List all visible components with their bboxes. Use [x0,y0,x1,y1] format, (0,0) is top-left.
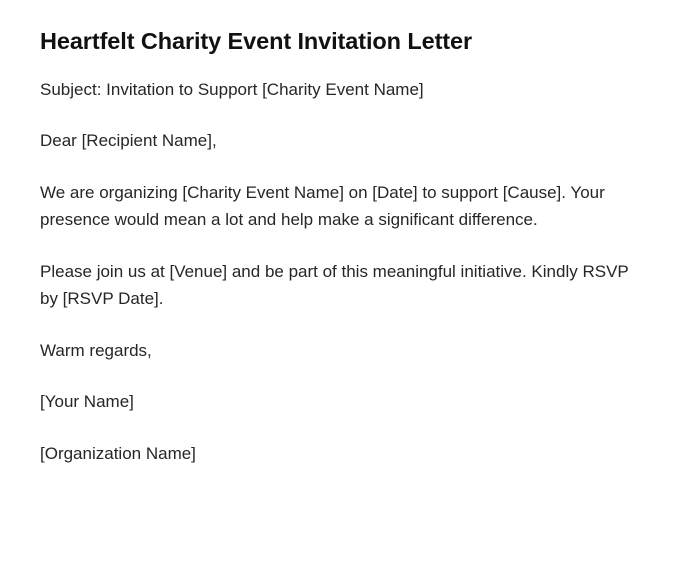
letter-signature-organization: [Organization Name] [40,443,196,463]
letter-closing: Warm regards, [40,340,152,360]
letter-body-paragraph-1: We are organizing [Charity Event Name] on [Date] to support [Cause]. Your presence would mean a lot and help make a significant difference. [40,182,605,230]
page-title: Heartfelt Charity Event Invitation Letter [40,28,473,54]
letter-subject-line: Subject: Invitation to Support [Charity Event Name] [40,79,424,99]
letter-body-paragraph-2: Please join us at [Venue] and be part of this meaningful initiative. Kindly RSVP by [RSVP Date]. [40,261,629,309]
letter-salutation: Dear [Recipient Name], [40,131,217,151]
letter-signature-name: [Your Name] [40,392,134,412]
